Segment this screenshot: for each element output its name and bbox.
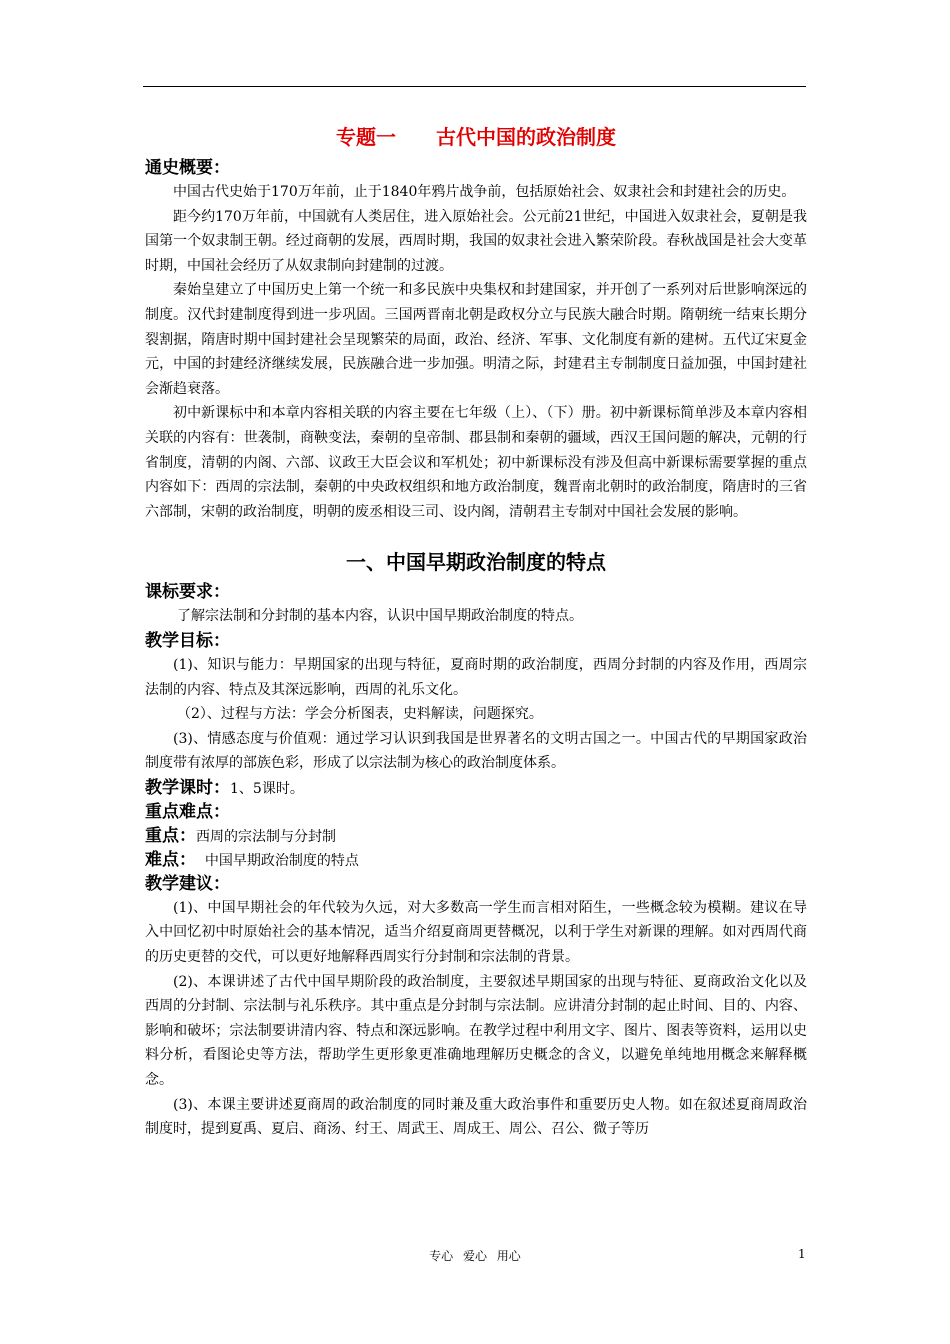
standard-heading: 课标要求：	[145, 582, 230, 603]
advice-item: (3)、本课主要讲述夏商周的政治制度的同时兼及重大政治事件和重要历史人物。如在叙述夏商周政治制度时，提到夏禹、夏启、商汤、纣王、周武王、周成王、周公、召公、微子等历	[145, 1096, 807, 1138]
advice-heading: 教学建议：	[145, 873, 230, 894]
key-value: 西周的宗法制与分封制	[196, 828, 336, 845]
overview-paragraph: 秦始皇建立了中国历史上第一个统一和多民族中央集权和封建国家，并开创了一系列对后世影响深远的制度。汉代封建制度得到进一步巩固。三国两晋南北朝是政权分立与民族大融合时期。隋朝统一结束长期分裂割据，隋唐时期中国封建社会呈现繁荣的局面，政治、经济、军事、文化制度有新的建树。五代辽宋夏金元，中国的封建经济继续发展，民族融合进一步加强。明清之际，封建君主专制制度日益加强，中国封建社会渐趋衰落。	[145, 282, 807, 397]
hours-value: 1、5课时。	[230, 780, 304, 797]
document-title: 专题一 古代中国的政治制度	[336, 125, 616, 149]
difficult-line	[145, 848, 807, 872]
overview-paragraph: 初中新课标中和本章内容相关联的内容主要在七年级（上）、（下）册。初中新课标简单涉及本章内容相关联的内容有：世袭制，商鞅变法，秦朝的皇帝制、郡县制和秦朝的疆域，西汉王国问题的解决，元朝的行省制度，清朝的内阁、六部、议政王大臣会议和军机处；初中新课标没有涉及但高中新课标需要掌握的重点内容如下：西周的宗法制，秦朝的中央政权组织和地方政治制度，魏晋南北朝时的政治制度，隋唐时的三省六部制，宋朝的政治制度，明朝的废丞相设三司、设内阁，清朝君主专制对中国社会发展的影响。	[145, 405, 807, 520]
standard-text: 了解宗法制和分封制的基本内容，认识中国早期政治制度的特点。	[177, 608, 583, 625]
key-line	[145, 824, 807, 848]
header-rule	[143, 86, 806, 87]
hours-label: 教学课时：	[145, 777, 230, 798]
difficult-label: 难点：	[145, 849, 196, 870]
overview-paragraph: 距今约170万年前，中国就有人类居住，进入原始社会。公元前21世纪，中国进入奴隶社会，夏朝是我国第一个奴隶制王朝。经过商朝的发展，西周时期，我国的奴隶社会进入繁荣阶段。春秋战国是社会大变革时期，中国社会经历了从奴隶制向封建制的过渡。	[145, 208, 807, 274]
goal-item: （2）、过程与方法：学会分析图表，史料解读，问题探究。	[177, 706, 543, 723]
goal-item: (3)、情感态度与价值观：通过学习认识到我国是世界著名的文明古国之一。中国古代的早期国家政治制度带有浓厚的部族色彩，形成了以宗法制为核心的政治制度体系。	[145, 730, 807, 772]
difficult-value: 中国早期政治制度的特点	[204, 852, 359, 869]
spacer	[145, 524, 807, 544]
hours-line	[145, 776, 807, 800]
goals-heading: 教学目标：	[145, 630, 230, 651]
section-title: 一、中国早期政治制度的特点	[346, 550, 606, 575]
advice-item: (1)、中国早期社会的年代较为久远，对大多数高一学生而言相对陌生，一些概念较为模糊。建议在导入中回忆初中时原始社会的基本情况，适当介绍夏商周更替概况，以利于学生对新课的理解。如对西周代商的历史更替的交代，可以更好地解释西周实行分封制和宗法制的背景。	[145, 899, 807, 966]
goal-item: (1)、知识与能力：早期国家的出现与特征，夏商时期的政治制度，西周分封制的内容及作用，西周宗法制的内容、特点及其深远影响，西周的礼乐文化。	[145, 656, 807, 698]
overview-heading: 通史概要：	[145, 158, 230, 178]
advice-item: (2)、本课讲述了古代中国早期阶段的政治制度，主要叙述早期国家的出现与特征、夏商政治文化以及西周的分封制、宗法制与礼乐秩序。其中重点是分封制与宗法制。应讲清分封制的起止时间、目的、内容、影响和破坏；宗法制要讲清内容、特点和深远影响。在教学过程中利用文字、图片、图表等资料，运用以史料分析，看图论史等方法，帮助学生更形象更准确地理解历史概念的含义，以避免单纯地用概念来解释概念。	[145, 973, 807, 1089]
document-body	[145, 118, 807, 1142]
overview-paragraph: 中国古代史始于170万年前，止于1840年鸦片战争前，包括原始社会、奴隶社会和封建社会的历史。	[173, 184, 796, 200]
keypoints-heading: 重点难点：	[145, 801, 230, 822]
footer-motto: 专心 爱心 用心	[429, 1249, 521, 1263]
page-number: 1	[798, 1247, 806, 1261]
key-label: 重点：	[145, 825, 196, 846]
